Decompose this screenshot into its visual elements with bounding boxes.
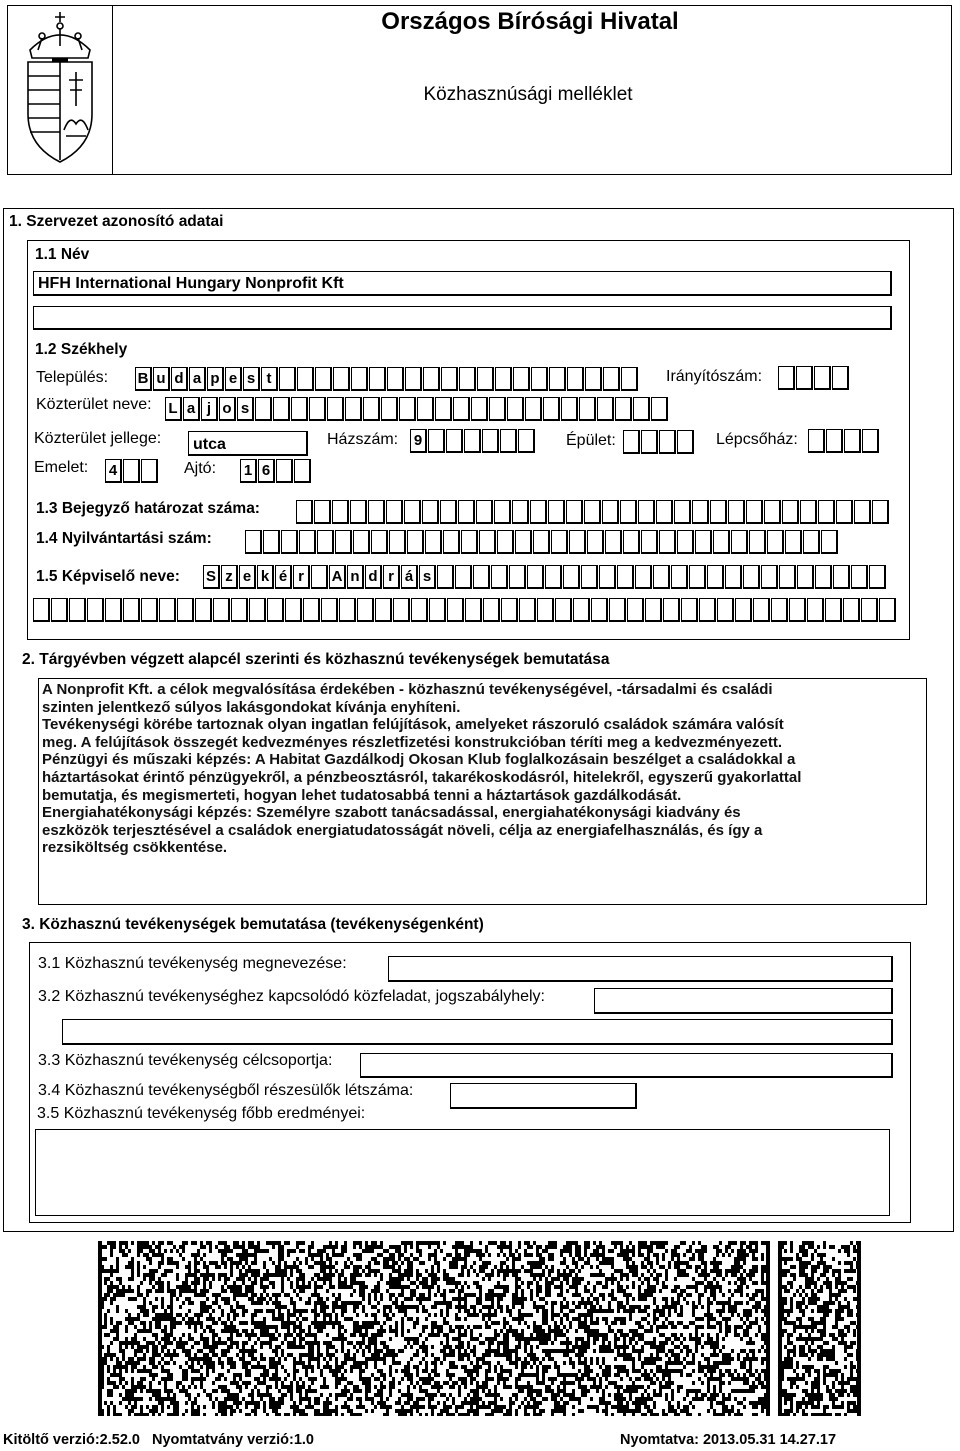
target-group-label: 3.3 Közhasznú tevékenység célcsoportja:	[38, 1052, 333, 1069]
char-cell[interactable]	[735, 598, 752, 622]
char-cell[interactable]: 9	[410, 429, 427, 453]
name-label: 1.1 Név	[35, 246, 90, 263]
char-cell[interactable]	[641, 430, 658, 454]
char-cell[interactable]	[417, 397, 434, 421]
char-cell[interactable]	[314, 500, 331, 524]
char-cell[interactable]	[555, 598, 572, 622]
char-cell[interactable]	[525, 397, 542, 421]
char-cell[interactable]	[563, 565, 580, 589]
char-cell[interactable]	[294, 459, 311, 483]
char-cell[interactable]	[371, 530, 388, 554]
char-cell[interactable]	[363, 397, 380, 421]
char-cell[interactable]: t	[261, 367, 278, 391]
char-cell[interactable]	[832, 366, 849, 390]
char-cell[interactable]	[862, 429, 879, 453]
char-cell[interactable]	[825, 598, 842, 622]
activity-name-label: 3.1 Közhasznú tevékenység megnevezése:	[38, 955, 347, 972]
char-cell[interactable]	[743, 565, 760, 589]
settlement-cells[interactable]	[135, 367, 639, 391]
char-cell[interactable]	[276, 459, 293, 483]
char-cell[interactable]	[335, 530, 352, 554]
building-cells[interactable]	[623, 430, 695, 454]
char-cell[interactable]: A	[329, 565, 346, 589]
char-cell[interactable]	[500, 429, 517, 453]
char-cell[interactable]	[615, 397, 632, 421]
char-cell[interactable]	[489, 397, 506, 421]
char-cell[interactable]	[778, 366, 795, 390]
char-cell[interactable]	[566, 500, 583, 524]
hungarian-coat-of-arms-icon	[8, 6, 112, 174]
char-cell[interactable]	[375, 598, 392, 622]
char-cell[interactable]	[710, 500, 727, 524]
char-cell[interactable]	[429, 598, 446, 622]
char-cell[interactable]	[796, 366, 813, 390]
char-cell[interactable]	[368, 500, 385, 524]
description-line: eszközök terjesztésével a családok energiatudatosságát növeli, célja az energiafelhasználás, és így a	[42, 821, 763, 839]
description-line: Tevékenységi körébe tartoznak olyan ingatlan felújítások, amelyeket rászoruló családok számára valósít	[42, 716, 784, 734]
char-cell[interactable]	[518, 429, 535, 453]
section3-title: 3. Közhasznú tevékenységek bemutatása (tevékenységenként)	[22, 916, 484, 933]
char-cell[interactable]	[69, 598, 86, 622]
char-cell[interactable]: j	[201, 397, 218, 421]
char-cell[interactable]	[309, 397, 326, 421]
barcode-image	[98, 1241, 861, 1416]
filler-version: Kitöltő verzió:2.52.0	[3, 1432, 140, 1448]
char-cell[interactable]	[707, 565, 724, 589]
char-cell[interactable]	[315, 367, 332, 391]
char-cell[interactable]	[844, 429, 861, 453]
char-cell[interactable]	[638, 500, 655, 524]
char-cell[interactable]	[453, 397, 470, 421]
char-cell[interactable]	[641, 530, 658, 554]
target-group-field[interactable]	[360, 1053, 893, 1078]
char-cell[interactable]: S	[203, 565, 220, 589]
char-cell[interactable]	[255, 397, 272, 421]
char-cell[interactable]	[551, 530, 568, 554]
char-cell[interactable]	[479, 530, 496, 554]
char-cell[interactable]	[872, 500, 889, 524]
public-task-field-2[interactable]	[62, 1019, 893, 1045]
char-cell[interactable]	[321, 598, 338, 622]
char-cell[interactable]: a	[183, 397, 200, 421]
char-cell[interactable]	[311, 565, 328, 589]
char-cell[interactable]	[761, 565, 778, 589]
char-cell[interactable]	[797, 565, 814, 589]
char-cell[interactable]	[808, 429, 825, 453]
char-cell[interactable]	[159, 598, 176, 622]
char-cell[interactable]	[507, 397, 524, 421]
char-cell[interactable]: p	[207, 367, 224, 391]
char-cell[interactable]	[231, 598, 248, 622]
char-cell[interactable]: r	[293, 565, 310, 589]
section2-title: 2. Tárgyévben végzett alapcél szerinti és közhasznú tevékenységek bemutatása	[22, 651, 610, 668]
char-cell[interactable]	[633, 397, 650, 421]
char-cell[interactable]: o	[219, 397, 236, 421]
char-cell[interactable]	[689, 565, 706, 589]
char-cell[interactable]	[681, 598, 698, 622]
char-cell[interactable]	[602, 500, 619, 524]
char-cell[interactable]	[746, 500, 763, 524]
char-cell[interactable]	[303, 598, 320, 622]
char-cell[interactable]	[548, 500, 565, 524]
char-cell[interactable]	[537, 598, 554, 622]
char-cell[interactable]	[281, 530, 298, 554]
representative-name-cells[interactable]	[203, 565, 887, 589]
door-label: Ajtó:	[184, 460, 217, 477]
char-cell[interactable]	[353, 530, 370, 554]
zip-label: Irányítószám:	[666, 368, 763, 385]
char-cell[interactable]	[821, 530, 838, 554]
char-cell[interactable]	[621, 367, 638, 391]
char-cell[interactable]: B	[135, 367, 152, 391]
char-cell[interactable]	[519, 598, 536, 622]
char-cell[interactable]	[569, 530, 586, 554]
char-cell[interactable]	[482, 429, 499, 453]
org-title: Országos Bírósági Hivatal	[381, 8, 679, 35]
char-cell[interactable]	[123, 459, 140, 483]
char-cell[interactable]	[509, 565, 526, 589]
char-cell[interactable]	[494, 500, 511, 524]
char-cell[interactable]	[692, 500, 709, 524]
char-cell[interactable]	[464, 429, 481, 453]
char-cell[interactable]	[273, 397, 290, 421]
char-cell[interactable]	[627, 598, 644, 622]
char-cell[interactable]: e	[225, 367, 242, 391]
char-cell[interactable]	[584, 500, 601, 524]
char-cell[interactable]	[333, 367, 350, 391]
char-cell[interactable]	[573, 598, 590, 622]
char-cell[interactable]	[497, 530, 514, 554]
char-cell[interactable]	[285, 598, 302, 622]
floor-cells[interactable]	[105, 459, 159, 483]
street-name-cells[interactable]	[165, 397, 669, 421]
char-cell[interactable]	[350, 500, 367, 524]
char-cell[interactable]	[567, 367, 584, 391]
street-label: Közterület neve:	[36, 396, 152, 413]
char-cell[interactable]	[476, 500, 493, 524]
char-cell[interactable]	[105, 598, 122, 622]
char-cell[interactable]	[699, 598, 716, 622]
char-cell[interactable]	[441, 367, 458, 391]
char-cell[interactable]	[800, 500, 817, 524]
char-cell[interactable]	[386, 500, 403, 524]
char-cell[interactable]	[458, 500, 475, 524]
char-cell[interactable]	[785, 530, 802, 554]
char-cell[interactable]	[177, 598, 194, 622]
char-cell[interactable]	[620, 500, 637, 524]
char-cell[interactable]: a	[189, 367, 206, 391]
char-cell[interactable]	[818, 500, 835, 524]
char-cell[interactable]	[807, 598, 824, 622]
char-cell[interactable]	[296, 500, 313, 524]
staircase-label: Lépcsőház:	[716, 431, 798, 448]
street-type-label: Közterület jellege:	[34, 430, 162, 447]
activity-name-field[interactable]	[388, 956, 893, 982]
char-cell[interactable]	[461, 530, 478, 554]
name-field-2[interactable]	[33, 306, 892, 330]
char-cell[interactable]	[483, 598, 500, 622]
char-cell[interactable]: e	[239, 565, 256, 589]
char-cell[interactable]: 1	[240, 459, 257, 483]
char-cell[interactable]	[351, 367, 368, 391]
char-cell[interactable]	[443, 530, 460, 554]
char-cell[interactable]	[491, 565, 508, 589]
char-cell[interactable]	[879, 598, 896, 622]
char-cell[interactable]	[422, 500, 439, 524]
char-cell[interactable]	[437, 565, 454, 589]
char-cell[interactable]	[299, 530, 316, 554]
char-cell[interactable]: n	[347, 565, 364, 589]
char-cell[interactable]	[369, 367, 386, 391]
char-cell[interactable]	[440, 500, 457, 524]
floor-label: Emelet:	[34, 459, 89, 476]
char-cell[interactable]	[423, 367, 440, 391]
char-cell[interactable]	[779, 565, 796, 589]
char-cell[interactable]	[767, 530, 784, 554]
seat-label: 1.2 Székhely	[35, 341, 128, 358]
char-cell[interactable]	[854, 500, 871, 524]
char-cell[interactable]	[635, 565, 652, 589]
char-cell[interactable]	[405, 367, 422, 391]
char-cell[interactable]	[651, 397, 668, 421]
description-line: bemutatja, és megismerteti, hogyan lehet tudatosabbá tenni a háztartások gazdálkodását.	[42, 786, 682, 804]
char-cell[interactable]	[603, 367, 620, 391]
char-cell[interactable]	[495, 367, 512, 391]
form-version: Nyomtatvány verzió:1.0	[152, 1432, 314, 1448]
char-cell[interactable]	[656, 500, 673, 524]
char-cell[interactable]	[645, 598, 662, 622]
char-cell[interactable]	[653, 565, 670, 589]
char-cell[interactable]: á	[401, 565, 418, 589]
char-cell[interactable]	[530, 500, 547, 524]
char-cell[interactable]	[695, 530, 712, 554]
building-label: Épület:	[566, 432, 616, 449]
description-line: rezsiköltség csökkentése.	[42, 839, 228, 857]
char-cell[interactable]	[833, 565, 850, 589]
char-cell[interactable]	[609, 598, 626, 622]
results-field[interactable]	[35, 1129, 890, 1216]
char-cell[interactable]	[501, 598, 518, 622]
zip-cells[interactable]	[778, 366, 850, 390]
char-cell[interactable]: s	[243, 367, 260, 391]
char-cell[interactable]	[671, 565, 688, 589]
form-subtitle: Közhasznúsági melléklet	[423, 84, 633, 105]
char-cell[interactable]	[33, 598, 50, 622]
char-cell[interactable]: é	[275, 565, 292, 589]
char-cell[interactable]	[477, 367, 494, 391]
char-cell[interactable]	[339, 598, 356, 622]
char-cell[interactable]	[51, 598, 68, 622]
char-cell[interactable]	[713, 530, 730, 554]
char-cell[interactable]	[561, 397, 578, 421]
char-cell[interactable]	[771, 598, 788, 622]
char-cell[interactable]	[597, 397, 614, 421]
char-cell[interactable]	[677, 530, 694, 554]
char-cell[interactable]	[579, 397, 596, 421]
char-cell[interactable]	[407, 530, 424, 554]
char-cell[interactable]	[677, 430, 694, 454]
char-cell[interactable]	[549, 367, 566, 391]
char-cell[interactable]	[581, 565, 598, 589]
char-cell[interactable]	[543, 397, 560, 421]
char-cell[interactable]	[623, 530, 640, 554]
char-cell[interactable]: k	[257, 565, 274, 589]
char-cell[interactable]	[327, 397, 344, 421]
house-number-label: Házszám:	[327, 431, 399, 448]
char-cell[interactable]	[399, 397, 416, 421]
activity-description-text	[42, 681, 924, 857]
staircase-cells[interactable]	[808, 429, 880, 453]
char-cell[interactable]	[446, 429, 463, 453]
char-cell[interactable]	[861, 598, 878, 622]
char-cell[interactable]	[814, 366, 831, 390]
char-cell[interactable]	[617, 565, 634, 589]
char-cell[interactable]	[869, 565, 886, 589]
char-cell[interactable]	[782, 500, 799, 524]
char-cell[interactable]: d	[365, 565, 382, 589]
char-cell[interactable]	[459, 367, 476, 391]
char-cell[interactable]: z	[221, 565, 238, 589]
char-cell[interactable]	[515, 530, 532, 554]
description-line: Pénzügyi és műszaki képzés: A Habitat Gazdálkodj Okosan Klub foglalkozásain beszélget a családokkal a	[42, 751, 796, 769]
char-cell[interactable]: d	[171, 367, 188, 391]
char-cell[interactable]	[317, 530, 334, 554]
char-cell[interactable]	[123, 598, 140, 622]
description-line: meg. A felújítások összegét kedvezményes részletfizetési konstrukcióban téríti meg a kedvezményezett.	[42, 733, 782, 751]
public-task-field[interactable]	[594, 988, 893, 1014]
registry-number-cells[interactable]	[245, 530, 839, 554]
settlement-label: Település:	[36, 369, 109, 386]
description-line: szinten jelentkező súlyos lakásgondokat kívánja enyhíteni.	[42, 698, 461, 716]
description-line: Energiahatékonysági képzés: Személyre szabott tanácsadással, energiahatékonysági kiadvány és	[42, 804, 741, 822]
registry-label: 1.4 Nyilvántartási szám:	[36, 530, 212, 547]
char-cell[interactable]	[591, 598, 608, 622]
char-cell[interactable]: s	[419, 565, 436, 589]
char-cell[interactable]	[659, 430, 676, 454]
char-cell[interactable]: s	[237, 397, 254, 421]
char-cell[interactable]	[527, 565, 544, 589]
char-cell[interactable]	[263, 530, 280, 554]
description-line: A Nonprofit Kft. a célok megvalósítása érdekében - közhasznú tevékenységével, -társadalmi és családi	[42, 681, 773, 698]
char-cell[interactable]	[332, 500, 349, 524]
beneficiaries-label: 3.4 Közhasznú tevékenységből részesülők létszáma:	[38, 1082, 414, 1099]
description-line: háztartásokat érintő pénzügyekről, a pénzbeosztásról, takarékoskodásról, hitelekről, egyszerű gyakorlattal	[42, 768, 802, 786]
char-cell[interactable]	[674, 500, 691, 524]
char-cell[interactable]	[291, 397, 308, 421]
char-cell[interactable]	[345, 397, 362, 421]
char-cell[interactable]	[393, 598, 410, 622]
char-cell[interactable]	[465, 598, 482, 622]
char-cell[interactable]	[471, 397, 488, 421]
char-cell[interactable]	[826, 429, 843, 453]
char-cell[interactable]	[357, 598, 374, 622]
char-cell[interactable]	[297, 367, 314, 391]
char-cell[interactable]: 4	[105, 459, 122, 483]
char-cell[interactable]	[455, 565, 472, 589]
beneficiaries-field[interactable]	[450, 1083, 637, 1109]
char-cell[interactable]	[749, 530, 766, 554]
registration-label: 1.3 Bejegyző határozat száma:	[36, 500, 260, 517]
char-cell[interactable]	[836, 500, 853, 524]
results-label: 3.5 Közhasznú tevékenység főbb eredményei:	[37, 1105, 366, 1122]
char-cell[interactable]	[249, 598, 266, 622]
char-cell[interactable]	[141, 598, 158, 622]
char-cell[interactable]	[267, 598, 284, 622]
name-field[interactable]: HFH International Hungary Nonprofit Kft	[33, 271, 892, 296]
char-cell[interactable]	[587, 530, 604, 554]
char-cell[interactable]	[599, 565, 616, 589]
public-task-label: 3.2 Közhasznú tevékenységhez kapcsolódó közfeladat, jogszabályhely:	[38, 988, 545, 1005]
char-cell[interactable]	[404, 500, 421, 524]
char-cell[interactable]	[753, 598, 770, 622]
char-cell[interactable]	[512, 500, 529, 524]
char-cell[interactable]	[533, 530, 550, 554]
char-cell[interactable]: 6	[258, 459, 275, 483]
char-cell[interactable]	[195, 598, 212, 622]
char-cell[interactable]	[387, 367, 404, 391]
street-type-field[interactable]: utca	[188, 431, 308, 456]
char-cell[interactable]	[245, 530, 262, 554]
char-cell[interactable]	[843, 598, 860, 622]
char-cell[interactable]	[389, 530, 406, 554]
char-cell[interactable]	[585, 367, 602, 391]
representative-label: 1.5 Képviselő neve:	[36, 568, 180, 585]
char-cell[interactable]	[764, 500, 781, 524]
char-cell[interactable]	[87, 598, 104, 622]
char-cell[interactable]	[663, 598, 680, 622]
char-cell[interactable]	[605, 530, 622, 554]
char-cell[interactable]	[435, 397, 452, 421]
char-cell[interactable]	[728, 500, 745, 524]
char-cell[interactable]	[815, 565, 832, 589]
char-cell[interactable]	[531, 367, 548, 391]
print-date: Nyomtatva: 2013.05.31 14.27.17	[620, 1432, 837, 1448]
char-cell[interactable]	[381, 397, 398, 421]
char-cell[interactable]	[425, 530, 442, 554]
char-cell[interactable]	[513, 367, 530, 391]
char-cell[interactable]: L	[165, 397, 182, 421]
registration-number-cells[interactable]	[296, 500, 890, 524]
emblem-frame	[7, 5, 113, 175]
char-cell[interactable]	[789, 598, 806, 622]
char-cell[interactable]	[213, 598, 230, 622]
house-number-cells[interactable]	[410, 429, 536, 453]
char-cell[interactable]	[545, 565, 562, 589]
section1-title: 1. Szervezet azonosító adatai	[9, 213, 224, 230]
char-cell[interactable]	[725, 565, 742, 589]
char-cell[interactable]	[279, 367, 296, 391]
char-cell[interactable]	[659, 530, 676, 554]
char-cell[interactable]	[623, 430, 640, 454]
char-cell[interactable]: r	[383, 565, 400, 589]
char-cell[interactable]	[428, 429, 445, 453]
char-cell[interactable]	[803, 530, 820, 554]
char-cell[interactable]: u	[153, 367, 170, 391]
char-cell[interactable]	[731, 530, 748, 554]
char-cell[interactable]	[447, 598, 464, 622]
char-cell[interactable]	[717, 598, 734, 622]
char-cell[interactable]	[851, 565, 868, 589]
char-cell[interactable]	[411, 598, 428, 622]
door-cells[interactable]	[240, 459, 312, 483]
char-cell[interactable]	[473, 565, 490, 589]
char-cell[interactable]	[141, 459, 158, 483]
representative-name-cells-2[interactable]	[33, 598, 897, 622]
